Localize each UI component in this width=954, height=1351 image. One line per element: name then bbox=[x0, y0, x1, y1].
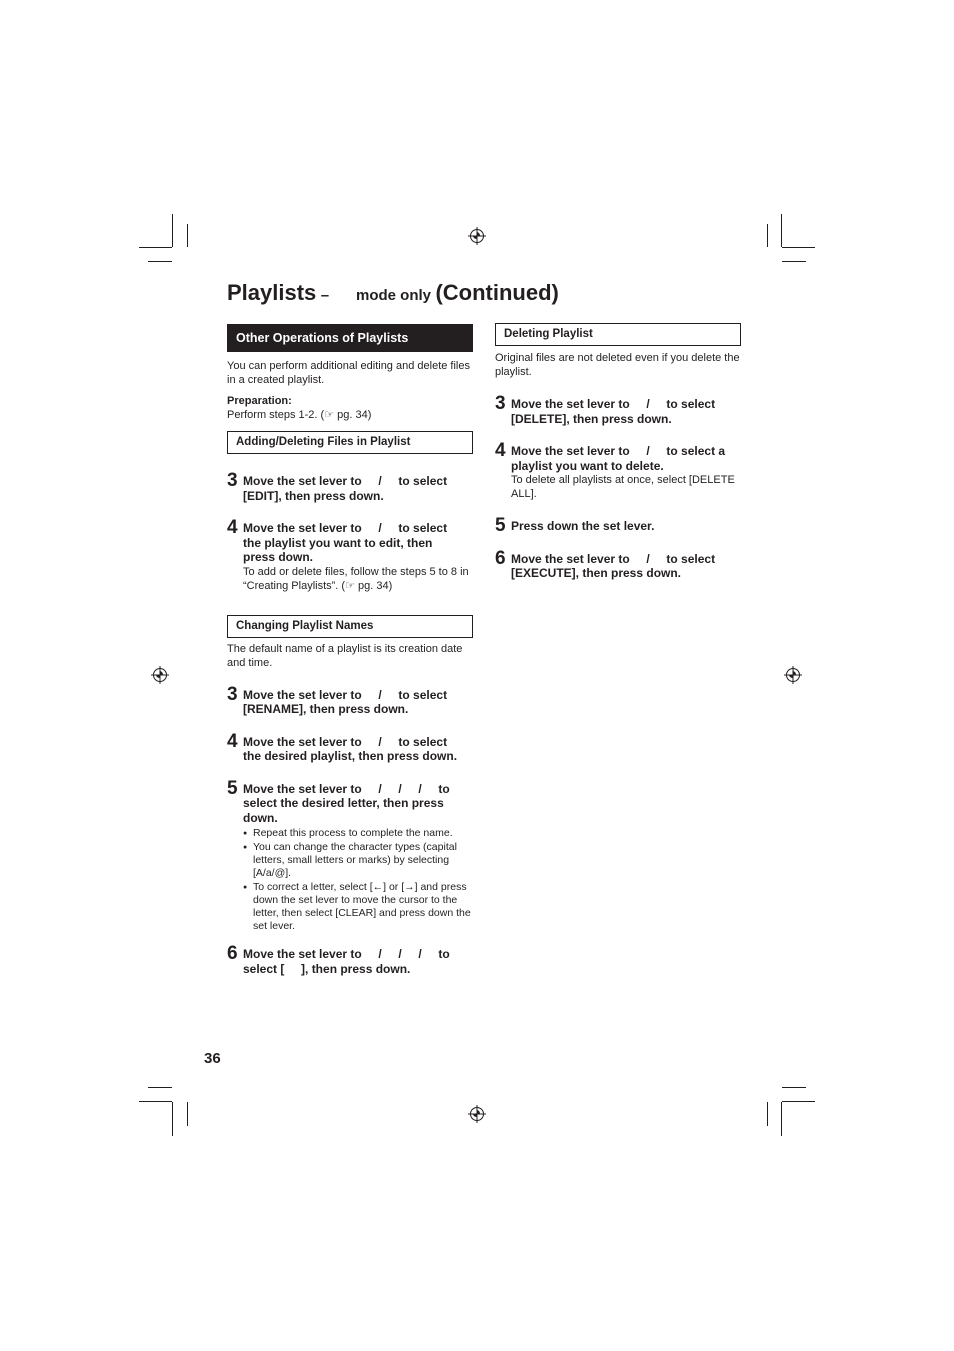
registration-mark-icon bbox=[470, 229, 484, 243]
list-item: ● Repeat this process to complete the name. bbox=[243, 827, 473, 840]
step-number: 3 bbox=[227, 683, 237, 705]
step-text: Move the set lever to / to select [DELETE], then press down. bbox=[511, 397, 716, 426]
list-item: ● To correct a letter, select [←] or [→] and press down the set lever to move the cursor to the letter, then select [CLEAR] and press down the set lever. bbox=[243, 881, 473, 933]
deleting-step-6 bbox=[495, 547, 741, 581]
crop-mark bbox=[782, 247, 815, 248]
changing-step-5 bbox=[227, 777, 473, 934]
step-number: 6 bbox=[495, 547, 505, 569]
step-text: Move the set lever to / to select the playlist you want to edit, then press down. bbox=[243, 521, 448, 564]
list-item: ● You can change the character types (capital letters, small letters or marks) by selecting [A/a/@]. bbox=[243, 841, 473, 880]
step-text: Move the set lever to / to select [EXECUTE], then press down. bbox=[511, 551, 716, 580]
crop-mark bbox=[782, 1087, 806, 1088]
changing-step-3 bbox=[227, 683, 473, 717]
step-number: 4 bbox=[495, 440, 505, 461]
adding-step-4 bbox=[227, 517, 473, 593]
step-number: 3 bbox=[227, 470, 237, 491]
deleting-step-5 bbox=[495, 515, 741, 536]
step-number: 4 bbox=[227, 730, 237, 752]
left-column bbox=[227, 324, 473, 976]
changing-names-intro: The default name of a playlist is its creation date and time. bbox=[227, 642, 463, 669]
crop-mark bbox=[781, 1102, 782, 1136]
changing-step-6 bbox=[227, 943, 473, 976]
crop-mark bbox=[767, 224, 768, 247]
crop-mark bbox=[187, 1102, 188, 1126]
registration-mark-icon bbox=[786, 668, 800, 682]
step-note: To delete all playlists at once, select [DELETE ALL]. bbox=[511, 474, 735, 500]
section-heading-adding-deleting: Adding/Deleting Files in Playlist bbox=[227, 431, 473, 454]
deleting-step-4 bbox=[495, 440, 741, 501]
step-text: Move the set lever to / / / to select the desired letter, then press down. bbox=[243, 781, 450, 825]
title-continued: (Continued) bbox=[435, 280, 559, 305]
preparation-label: Preparation: bbox=[227, 395, 292, 407]
registration-mark-icon bbox=[470, 1107, 484, 1121]
step-number: 5 bbox=[495, 515, 505, 536]
crop-mark bbox=[781, 214, 782, 247]
crop-mark bbox=[782, 1101, 815, 1102]
title-dash: – bbox=[320, 287, 330, 304]
crop-mark bbox=[148, 261, 172, 262]
step-note: To add or delete files, follow the steps 5 to 8 in “Creating Playlists”. (☞ pg. 34) bbox=[243, 565, 469, 592]
section-heading-deleting-playlist: Deleting Playlist bbox=[495, 323, 741, 346]
title-mode: mode only bbox=[355, 287, 431, 304]
registration-mark-icon bbox=[153, 668, 167, 682]
deleting-step-3 bbox=[495, 393, 741, 426]
page-number: 36 bbox=[204, 1050, 221, 1067]
step-text: Move the set lever to / / / to select [ ], then press down. bbox=[243, 947, 450, 976]
changing-step-4 bbox=[227, 730, 473, 764]
step-text: Move the set lever to / to select [RENAME], then press down. bbox=[243, 687, 448, 716]
crop-mark bbox=[139, 1101, 172, 1102]
step-number: 6 bbox=[227, 943, 237, 964]
section-heading-changing-names: Changing Playlist Names bbox=[227, 615, 473, 638]
step-text: Move the set lever to / to select a playlist you want to delete. bbox=[511, 444, 726, 473]
other-operations-intro: You can perform additional editing and delete files in a created playlist. bbox=[227, 360, 470, 386]
crop-mark bbox=[139, 247, 172, 248]
title-main: Playlists bbox=[227, 280, 317, 305]
crop-mark bbox=[187, 224, 188, 247]
step-5-notes bbox=[243, 827, 473, 933]
crop-mark bbox=[172, 214, 173, 247]
crop-mark bbox=[172, 1102, 173, 1136]
step-number: 4 bbox=[227, 517, 237, 538]
step-text: Press down the set lever. bbox=[511, 519, 655, 533]
crop-mark bbox=[148, 1087, 172, 1088]
crop-mark bbox=[767, 1102, 768, 1126]
step-text: Move the set lever to / to select the desired playlist, then press down. bbox=[243, 734, 458, 763]
deleting-intro: Original files are not deleted even if you delete the playlist. bbox=[495, 352, 740, 378]
step-text: Move the set lever to / to select [EDIT], then press down. bbox=[243, 474, 448, 503]
adding-step-3 bbox=[227, 470, 473, 503]
preparation-text: Perform steps 1-2. (☞ pg. 34) bbox=[227, 409, 372, 421]
crop-mark bbox=[782, 261, 806, 262]
page-title bbox=[227, 280, 559, 306]
step-number: 3 bbox=[495, 393, 505, 414]
right-column bbox=[495, 323, 741, 581]
step-number: 5 bbox=[227, 777, 237, 799]
section-heading-other-operations: Other Operations of Playlists bbox=[227, 324, 473, 352]
